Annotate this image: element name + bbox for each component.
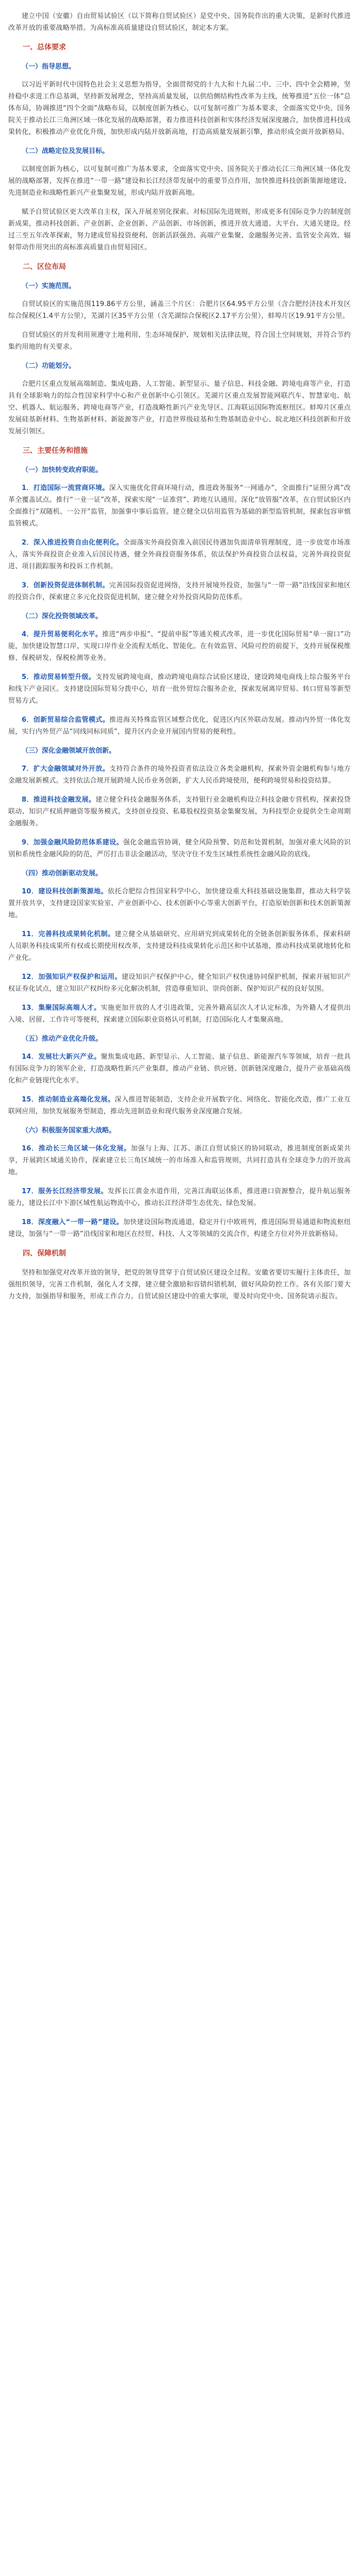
- body-paragraph: [8, 1051, 351, 1087]
- paragraph-text: 实施更加开放的人才引进政策，完善外籍高层次人才认定标准，为外籍人才提供出入境、居留、工作许可等便利，探索建立国际职业资格认可机制，打造国际化人才集聚高地。: [8, 1004, 351, 1024]
- body-paragraph: [8, 1185, 351, 1209]
- item-lead: 13．集聚国际高端人才。: [22, 1004, 101, 1012]
- body-paragraph: [8, 1216, 351, 1240]
- subsection-heading: （二）功能划分。: [22, 362, 76, 370]
- body-paragraph: [8, 763, 351, 787]
- body-paragraph: [8, 971, 351, 995]
- body-paragraph: [8, 206, 351, 253]
- item-lead: 5．推动贸易转型升级。: [22, 673, 96, 681]
- body-paragraph: [8, 1143, 351, 1178]
- item-lead: 6．创新贸易综合监管模式。: [22, 716, 109, 724]
- sections-container: [8, 41, 351, 1302]
- body-paragraph: [8, 537, 351, 572]
- paragraph-text: 加快建设国际物流通道，稳定开行中欧班列，推进国际贸易通道和物流枢纽建设，加强与“一带一路”沿线国家和地区在经贸、科技、人文等领域的交流合作，构建全方位对外开放新格局。: [8, 1218, 351, 1238]
- body-paragraph: [8, 837, 351, 860]
- body-paragraph: [8, 629, 351, 664]
- paragraph-text: 发挥长江黄金水道作用，完善江海联运体系，推进港口资源整合，提升航运服务能力，建设长江中下游区域性航运物流中心，推动长江经济带生态优先、绿色发展。: [8, 1188, 351, 1207]
- item-lead: 8．推进科技金融发展。: [22, 796, 96, 804]
- body-paragraph: [8, 329, 351, 353]
- subsection-heading: （三）深化金融领域开放创新。: [22, 747, 116, 755]
- item-lead: 15．推动制造业高端化发展。: [22, 1096, 115, 1104]
- item-lead: 3．创新投资促进体制机制。: [22, 582, 109, 589]
- paragraph-text: 坚持和加强党对改革开放的领导，把党的领导贯穿于自贸试验区建设全过程。安徽省要切实履行主体责任，加强组织领导，完善工作机制，强化人才支撑，建立健全激励和容错纠错机制，做好风险防控工作。各有关部门要大力支持，加强指导和服务，形成工作合力。自贸试验区建设中的重大事项，要及时向党中央、国务院请示报告。: [8, 1269, 351, 1300]
- item-lead: 7．扩大金融领域对外开放。: [22, 765, 109, 773]
- subsection-heading: （一）指导思想。: [22, 63, 76, 71]
- paragraph-text: 建设知识产权保护中心，健全知识产权快速协同保护机制，探索开展知识产权证券化试点，建立知识产权纠纷多元化解决机制，营造尊重知识、崇尚创新、保护知识产权的良好氛围。: [8, 973, 351, 993]
- paragraph-text: 赋予自贸试验区更大改革自主权，深入开展差别化探索。对标国际先进规则，形成更多有国际竞争力的制度创新成果，推动科技创新、产业创新、企业创新、产品创新、市场创新，推进开放大通道、大平台、大通关建设。经过三至五年改革探索，努力建成贸易投资便利、创新活跃强劲、高端产业集聚、金融服务完善、监管安全高效、辐射带动作用突出的高标准高质量自由贸易园区。: [8, 208, 351, 251]
- paragraph-text: 依托合肥综合性国家科学中心，加快建设重大科技基础设施集群，推动大科学装置开放共享，支持建设国家实验室、产业创新中心、技术创新中心等重大创新平台，打造原始创新和技术创新策源地。: [8, 888, 351, 919]
- item-lead: 10．建设科技创新策源地。: [22, 888, 108, 895]
- paragraph-text: 支持符合条件的境外投资者依法设立各类金融机构，探索外资金融机构参与地方金融发展新模式。支持依法合规开展跨境人民币业务创新，扩大人民币跨境使用，便利跨境贸易和投资结算。: [8, 765, 351, 785]
- paragraph-text: 深入实施优化营商环境行动，推进政务服务“一网通办”，全面推行“证照分离”改革全覆盖试点。推行“一业一证”改革，探索实现“一证准营”、跨地互认通用。深化“放管服”改革，在自贸试验区内全面推行“双随机、一公开”监管，加强事中事后监管。建立健全以信用监管为基础的新型监管机制，探索包容审慎监管模式。: [8, 484, 351, 528]
- body-paragraph: [8, 1002, 351, 1026]
- body-paragraph: [8, 298, 351, 322]
- item-lead: 11．完善科技成果转化机制。: [22, 930, 115, 938]
- subsection-heading: （一）加快转变政府职能。: [22, 466, 103, 474]
- paragraph-text: 自贸试验区的实施范围119.86平方公里，涵盖三个片区：合肥片区64.95平方公里（含合肥经济技术开发区综合保税区1.4平方公里），芜湖片区35平方公里（含芜湖综合保税区2.17平方公里），蚌埠片区19.91平方公里。: [8, 300, 351, 320]
- paragraph-text: 推进“两步申报”、“提前申报”等通关模式改革，进一步优化国际贸易“单一窗口”功能，加快建设智慧口岸，实现口岸作业全流程无纸化、智能化。在有效监管、风险可控的前提下，支持开展保税维修、保税研发、保税检测等业务。: [8, 631, 351, 662]
- item-lead: 12．加强知识产权保护和运用。: [22, 973, 122, 981]
- body-paragraph: [8, 886, 351, 921]
- section-heading: 二、区位布局: [23, 263, 66, 271]
- item-lead: 4．提升贸易便利化水平。: [22, 631, 102, 638]
- subsection-heading: （二）深化投资领域改革。: [22, 613, 103, 620]
- body-paragraph: [8, 794, 351, 829]
- body-paragraph: [8, 79, 351, 138]
- body-paragraph: [8, 1267, 351, 1302]
- paragraph-text: 推进海关特殊监管区域整合优化，促进区内区外联动发展。推动内外贸一体化发展，实行内外贸产品“同线同标同质”，提升区内企业开展国内贸易的便利性。: [8, 716, 351, 736]
- subsection-heading: （一）实施范围。: [22, 282, 76, 290]
- body-paragraph: [8, 482, 351, 530]
- item-lead: 1．打造国际一流营商环境。: [22, 484, 109, 492]
- paragraph-text: 自贸试验区的开发利用须遵守土地利用、生态环境保护、规划相关法律法规，符合国土空间规划，并符合节约集约用地的有关要求。: [8, 331, 351, 351]
- item-lead: 16．推动长三角区域一体化发展。: [22, 1145, 131, 1153]
- body-paragraph: [8, 378, 351, 437]
- paragraph-text: 建立健全从基础研究、应用研究到成果转化的全链条创新服务体系，探索科研人员职务科技成果所有权或长期使用权改革，支持建设科技成果转化示范区和中试基地，推动科技成果就地转化和产业化。: [8, 930, 351, 962]
- paragraph-text: 完善国际投资促进网络，支持开展境外投资，加强与“一带一路”沿线国家和地区的投资合作，探索建立多元化投资促进机制，建立健全对外投资风险防范体系。: [8, 582, 351, 601]
- body-paragraph: [8, 671, 351, 707]
- paragraph-text: 建立健全科技金融服务体系，支持银行业金融机构设立科技金融专营机构，探索投贷联动、知识产权质押融资等服务模式，支持创业投资、私募股权投资基金集聚发展，为科技型企业提供全生命周期金融服务。: [8, 796, 351, 827]
- paragraph-text: 深入推进智能制造，支持企业开展数字化、网络化、智能化改造，推广工业互联网应用，加快发展服务型制造，推动先进制造业和现代服务业深度融合发展。: [8, 1096, 351, 1115]
- paragraph-text: 全面落实外商投资准入前国民待遇加负面清单管理制度，进一步放宽市场准入，落实外商投资企业准入后国民待遇，健全外商投资服务体系，依法保护外商投资合法权益，完善外商投资促进、项目跟踪服务和投诉工作机制。: [8, 539, 351, 570]
- body-paragraph: [8, 928, 351, 964]
- paragraph-text: 支持发展跨境电商，推动跨境电商综合试验区建设，建设跨境电商线上综合服务平台和线下产业园区。支持建设国际贸易分拨中心，培育一批外贸综合服务企业，探索发展离岸贸易、转口贸易等新型贸易方式。: [8, 673, 351, 705]
- section-heading: 三、主要任务和措施: [23, 447, 88, 455]
- paragraph-text: 强化金融监管协调，健全风险预警、防范和处置机制，加强对重大风险的识别和系统性金融风险的防范，严厉打击非法金融活动，坚决守住不发生区域性系统性金融风险的底线。: [8, 839, 351, 858]
- section-heading: 一、总体要求: [23, 43, 66, 52]
- body-paragraph: [8, 580, 351, 603]
- paragraph-text: 聚焦集成电路、新型显示、人工智能、量子信息、新能源汽车等领域，培育一批具有国际竞争力的领军企业，打造战略性新兴产业集群，推动产业链、供应链、创新链深度融合，提升产业基础高级化和产业链现代化水平。: [8, 1053, 351, 1084]
- item-lead: 9．加强金融风险防范体系建设。: [22, 839, 123, 846]
- body-paragraph: [8, 163, 351, 199]
- paragraph-text: 加强与上海、江苏、浙江自贸试验区的协同联动，推进制度创新成果共享，开展跨区域通关协作，探索建立长三角区域统一的市场准入和监管规则，共同打造具有全球竞争力的开放高地。: [8, 1145, 351, 1176]
- item-lead: 17．服务长江经济带发展。: [22, 1188, 108, 1195]
- paragraph-text: 以习近平新时代中国特色社会主义思想为指导，全面贯彻党的十九大和十九届二中、三中、四中全会精神，坚持稳中求进工作总基调，坚持新发展理念，坚持高质量发展，以供给侧结构性改革为主线，统筹推进“五位一体”总体布局，协调推进“四个全面”战略布局，以制度创新为核心，以可复制可推广为基本要求，全面落实党中央、国务院关于推动长江三角洲区域一体化发展的战略部署，着力推进科技创新和实体经济发展深度融合，加快推进科技成果转化，积极推动产业优化升级，加快形成内陆开放新高地，打造高质量发展新引擎，推动形成全面开放新格局。: [8, 81, 351, 136]
- item-lead: 18．深度融入“一带一路”建设。: [22, 1218, 123, 1226]
- subsection-heading: （六）积极服务国家重大战略。: [22, 1127, 116, 1134]
- subsection-heading: （四）推动创新驱动发展。: [22, 870, 103, 877]
- subsection-heading: （五）推动产业优化升级。: [22, 1035, 103, 1043]
- body-paragraph: [8, 1094, 351, 1117]
- paragraph-text: 以制度创新为核心，以可复制可推广为基本要求，全面落实党中央、国务院关于推动长江三角洲区域一体化发展的战略部署，发挥在推进“一带一路”建设和长江经济带发展中的重要节点作用，加快推进科技创新策源地建设、先进制造业和战略性新兴产业集聚发展，形成内陆开放新高地。: [8, 165, 351, 197]
- section-heading: 四、保障机制: [23, 1249, 66, 1258]
- intro-paragraph: 建立中国（安徽）自由贸易试验区（以下简称自贸试验区）是党中央、国务院作出的重大决策，是新时代推进改革开放的重要战略举措。为高标准高质量建设自贸试验区，制定本方案。: [8, 12, 351, 32]
- body-paragraph: [8, 714, 351, 738]
- item-lead: 14．发展壮大新兴产业。: [22, 1053, 101, 1061]
- subsection-heading: （二）战略定位及发展目标。: [22, 147, 109, 155]
- paragraph-text: 合肥片区重点发展高端制造、集成电路、人工智能、新型显示、量子信息、科技金融、跨境电商等产业，打造具有全球影响力的综合性国家科学中心和产业创新中心引领区。芜湖片区重点发展智能网联汽车、智慧家电、航空、机器人、航运服务、跨境电商等产业，打造战略性新兴产业先导区、江海联运国际物流枢纽区。蚌埠片区重点发展硅基新材料、生物基新材料、新能源等产业，打造世界级硅基和生物基制造业中心、皖北地区科技创新和开放发展引领区。: [8, 380, 351, 435]
- item-lead: 2．深入推进投资自由化便利化。: [22, 539, 123, 547]
